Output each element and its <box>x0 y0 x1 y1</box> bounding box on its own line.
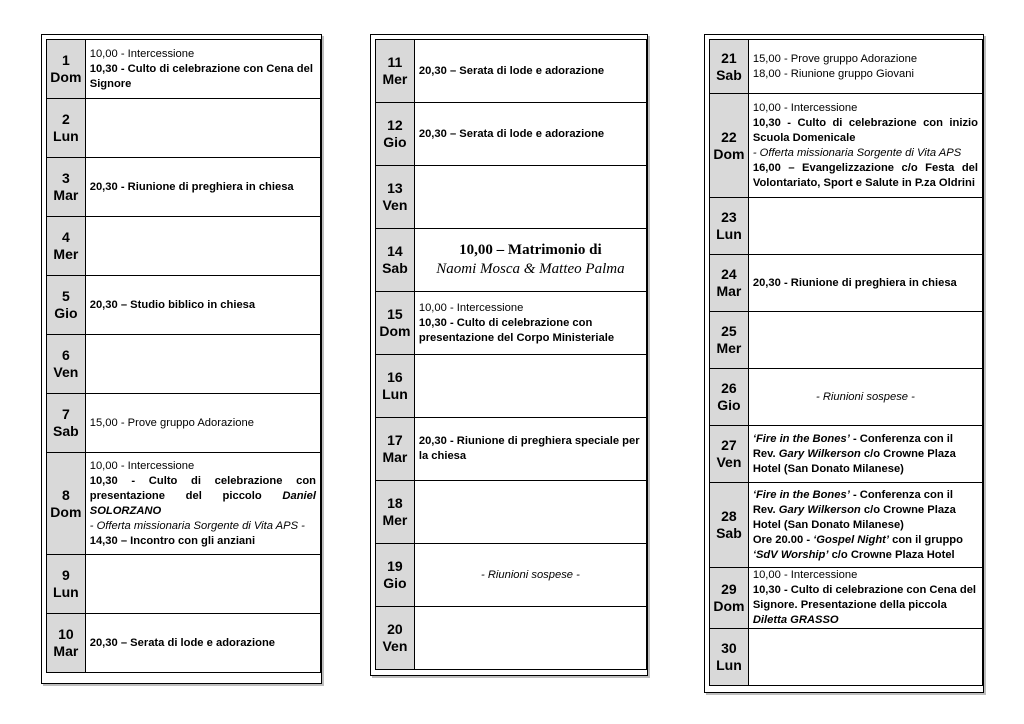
event-text: 20,30 - Riunione di preghiera in chiesa <box>89 180 294 193</box>
day-number: 24 <box>721 266 737 282</box>
calendar-table-3 <box>709 39 983 686</box>
events-cell <box>748 312 982 369</box>
events-cell <box>748 483 982 568</box>
calendar-row <box>376 355 647 418</box>
event-line <box>753 276 978 291</box>
event-line <box>90 459 316 474</box>
day-name: Gio <box>383 134 407 150</box>
event-text: Naomi Mosca & Matteo Palma <box>436 261 625 277</box>
event-text: 10,00 - Intercessione <box>752 101 858 114</box>
event-text: ‘SdV Worship’ <box>752 548 829 561</box>
day-cell <box>710 369 749 426</box>
event-line <box>419 568 642 583</box>
day-number: 27 <box>721 437 737 453</box>
day-number: 9 <box>61 567 70 583</box>
event-text: presentazione del piccolo <box>89 489 262 502</box>
day-number: 22 <box>721 128 737 145</box>
calendar-row <box>376 481 647 544</box>
day-name: Sab <box>716 525 742 541</box>
day-cell <box>710 94 749 198</box>
event-text: Volontariato, Sport e Salute in P.za Oldrini <box>752 176 975 189</box>
day-name: Lun <box>716 226 742 242</box>
day-cell <box>376 544 415 607</box>
events-cell <box>414 40 646 103</box>
day-number: 30 <box>721 640 737 656</box>
event-line <box>419 241 642 260</box>
event-text: Hotel (San Donato Milanese) <box>752 518 904 531</box>
event-text: Hotel (San Donato Milanese) <box>752 462 904 475</box>
calendar-row <box>710 40 983 94</box>
event-text: 10,00 - Intercessione <box>418 301 524 314</box>
event-line <box>419 127 642 142</box>
event-line <box>90 180 316 195</box>
event-line <box>753 432 978 447</box>
event-text: ‘Gospel Night’ <box>813 533 889 546</box>
event-text: Ore 20.00 - <box>752 533 811 546</box>
day-cell <box>47 99 86 158</box>
day-cell <box>47 40 86 99</box>
day-number: 18 <box>387 495 403 511</box>
day-name: Lun <box>53 584 79 600</box>
day-number: 7 <box>61 406 70 422</box>
day-number: 17 <box>387 432 403 448</box>
calendar-row <box>376 418 647 481</box>
day-number: 15 <box>387 306 403 322</box>
day-number: 10 <box>58 626 74 642</box>
day-number: 12 <box>387 117 403 133</box>
event-text: 10,30 - Culto di celebrazione con inizio <box>752 116 978 129</box>
event-text: - Offerta missionaria Sorgente di Vita APS - <box>89 519 305 532</box>
calendar-panel-2 <box>370 34 648 676</box>
events-cell <box>748 629 982 686</box>
event-text: 10,00 - Intercessione <box>89 47 195 60</box>
day-cell <box>710 426 749 483</box>
events-cell <box>85 276 320 335</box>
event-line <box>753 161 978 176</box>
event-line <box>753 488 978 503</box>
event-line <box>419 434 642 464</box>
day-cell <box>376 229 415 292</box>
event-line <box>90 636 316 651</box>
events-cell <box>748 568 982 629</box>
day-number: 20 <box>387 621 403 637</box>
events-cell <box>414 229 646 292</box>
events-cell <box>748 255 982 312</box>
event-text: - Riunioni sospese - <box>480 568 580 581</box>
event-line <box>753 390 978 405</box>
events-cell <box>414 166 646 229</box>
events-cell <box>85 614 320 673</box>
event-text: Gary Wilkerson <box>778 447 861 460</box>
day-number: 26 <box>721 380 737 396</box>
day-cell <box>710 198 749 255</box>
event-line <box>419 64 642 79</box>
event-line <box>419 260 642 279</box>
events-cell <box>748 40 982 94</box>
event-line <box>753 67 978 82</box>
event-text: ‘Fire in the Bones’ <box>752 432 850 445</box>
event-line <box>753 447 978 462</box>
event-line <box>90 474 316 489</box>
day-cell <box>47 217 86 276</box>
day-name: Lun <box>382 386 408 402</box>
event-line <box>90 62 316 92</box>
event-line <box>753 583 978 598</box>
event-line <box>753 462 978 477</box>
event-line <box>90 534 316 549</box>
calendar-row <box>376 229 647 292</box>
event-text: Rev. <box>752 447 779 460</box>
event-text: 10,00 – Matrimonio di <box>459 242 602 258</box>
day-name: Mar <box>716 283 742 299</box>
events-cell <box>414 607 646 670</box>
day-number: 19 <box>387 558 403 574</box>
events-cell <box>414 103 646 166</box>
events-cell <box>85 453 320 555</box>
day-cell <box>710 629 749 686</box>
day-name: Lun <box>716 657 742 673</box>
event-text: 20,30 – Serata di lode e adorazione <box>89 636 276 649</box>
event-text: Daniel <box>282 489 316 502</box>
events-cell <box>748 94 982 198</box>
day-number: 23 <box>721 209 737 225</box>
event-text: c/o Crowne Plaza <box>860 447 956 460</box>
day-cell <box>376 166 415 229</box>
day-cell <box>47 555 86 614</box>
calendar-row <box>376 166 647 229</box>
calendar-row <box>47 394 321 453</box>
day-number: 16 <box>387 369 403 385</box>
day-name: Dom <box>713 598 745 614</box>
event-text: 10,30 - Culto di celebrazione con Cena del Signore <box>89 62 313 90</box>
calendar-row <box>710 369 983 426</box>
day-number: 8 <box>61 486 70 503</box>
event-text: Diletta GRASSO <box>752 614 839 626</box>
calendar-row <box>710 94 983 198</box>
events-cell <box>85 335 320 394</box>
event-text: Rev. <box>752 503 779 516</box>
event-text: 10,00 - Intercessione <box>89 459 195 472</box>
event-text: SOLORZANO <box>89 504 162 517</box>
event-line <box>90 519 316 534</box>
event-line <box>753 131 978 146</box>
calendar-table-1 <box>46 39 321 673</box>
calendar-row <box>376 40 647 103</box>
calendar-row <box>710 426 983 483</box>
calendar-row <box>710 312 983 369</box>
day-name: Sab <box>53 423 79 439</box>
event-line <box>753 503 978 518</box>
event-text: 20,30 – Studio biblico in chiesa <box>89 298 256 311</box>
day-cell <box>376 418 415 481</box>
event-text: Scuola Domenicale <box>752 131 856 144</box>
day-cell <box>376 292 415 355</box>
calendar-row <box>710 629 983 686</box>
event-line <box>90 489 316 504</box>
events-cell <box>414 418 646 481</box>
event-line <box>419 316 642 346</box>
event-text: 20,30 – Serata di lode e adorazione <box>418 64 605 77</box>
calendar-row <box>47 555 321 614</box>
event-text: c/o Crowne Plaza <box>860 503 956 516</box>
day-name: Gio <box>383 575 407 591</box>
calendar-row <box>710 568 983 629</box>
day-number: 5 <box>61 288 70 304</box>
calendar-panel-1 <box>41 34 322 684</box>
day-name: Dom <box>50 503 82 520</box>
event-text: 10,30 - Culto di celebrazione con presentazione del Corpo Ministeriale <box>418 316 615 344</box>
day-cell <box>47 335 86 394</box>
day-number: 13 <box>387 180 403 196</box>
day-cell <box>47 158 86 217</box>
event-text: - Conferenza con il <box>852 432 954 445</box>
event-line <box>753 116 978 131</box>
day-name: Gio <box>717 397 741 413</box>
event-line <box>753 613 978 628</box>
calendar-row <box>47 40 321 99</box>
event-text: Signore. Presentazione della piccola <box>752 599 947 611</box>
calendar-row <box>47 453 321 555</box>
day-cell <box>710 568 749 629</box>
day-name: Gio <box>54 305 78 321</box>
event-text: 20,30 - Riunione di preghiera speciale per la chiesa <box>418 435 640 462</box>
event-line <box>753 568 978 583</box>
day-name: Mar <box>53 643 79 659</box>
day-number: 2 <box>61 111 70 127</box>
event-line <box>753 518 978 533</box>
day-number: 6 <box>61 347 70 363</box>
calendar-row <box>710 255 983 312</box>
events-cell <box>85 555 320 614</box>
event-text: c/o Crowne Plaza Hotel <box>831 548 955 561</box>
event-text: 10,30 - Culto di celebrazione con Cena del <box>752 584 977 596</box>
event-text: 18,00 - Riunione gruppo Giovani <box>752 67 914 80</box>
day-name: Mer <box>716 340 742 356</box>
event-text: con il gruppo <box>889 533 963 546</box>
day-number: 11 <box>387 54 403 70</box>
day-name: Ven <box>716 454 742 470</box>
calendar-row <box>376 544 647 607</box>
event-text: 15,00 - Prove gruppo Adorazione <box>752 52 918 65</box>
day-cell <box>710 312 749 369</box>
day-name: Sab <box>382 260 408 276</box>
event-text: Gary Wilkerson <box>778 503 861 516</box>
day-name: Dom <box>50 69 82 85</box>
event-line <box>90 298 316 313</box>
day-cell <box>710 255 749 312</box>
day-name: Lun <box>53 128 79 144</box>
event-text: ‘Fire in the Bones’ <box>752 488 850 501</box>
calendar-row <box>376 607 647 670</box>
day-number: 21 <box>721 49 737 66</box>
events-cell <box>85 394 320 453</box>
day-cell <box>47 453 86 555</box>
events-cell <box>414 292 646 355</box>
event-text: 15,00 - Prove gruppo Adorazione <box>89 416 254 429</box>
day-name: Mer <box>53 246 79 262</box>
day-cell <box>710 40 749 94</box>
events-cell <box>414 544 646 607</box>
day-number: 1 <box>61 52 70 68</box>
day-cell <box>47 614 86 673</box>
day-name: Mar <box>53 187 79 203</box>
events-cell <box>85 158 320 217</box>
event-line <box>753 146 978 161</box>
events-cell <box>85 40 320 99</box>
day-name: Ven <box>53 364 79 380</box>
day-name: Ven <box>382 197 408 213</box>
day-name: Ven <box>382 638 408 654</box>
calendar-table-2 <box>375 39 647 670</box>
event-text: 14,30 – Incontro con gli anziani <box>89 534 256 547</box>
calendar-row <box>376 292 647 355</box>
event-line <box>753 548 978 563</box>
event-line <box>753 101 978 116</box>
calendar-row <box>710 198 983 255</box>
day-number: 4 <box>61 229 70 245</box>
event-text: - Offerta missionaria Sorgente di Vita APS <box>752 146 962 159</box>
calendar-row <box>47 276 321 335</box>
calendar-row <box>47 614 321 673</box>
calendar-row <box>47 99 321 158</box>
day-name: Mer <box>382 71 408 87</box>
day-number: 3 <box>61 170 70 186</box>
event-text: - Riunioni sospese - <box>815 390 915 403</box>
day-number: 25 <box>721 323 737 339</box>
day-cell <box>47 394 86 453</box>
event-line <box>90 416 316 431</box>
day-name: Mar <box>382 449 408 465</box>
event-line <box>419 301 642 316</box>
event-text: 10,30 - Culto di celebrazione con <box>89 474 316 487</box>
events-cell <box>414 481 646 544</box>
event-line <box>753 176 978 191</box>
event-line <box>753 598 978 613</box>
day-number: 14 <box>387 243 403 259</box>
day-number: 29 <box>721 581 737 597</box>
events-cell <box>748 369 982 426</box>
day-name: Mer <box>382 512 408 528</box>
day-name: Dom <box>713 145 745 162</box>
day-name: Dom <box>379 323 411 339</box>
day-cell <box>376 103 415 166</box>
event-line <box>753 533 978 548</box>
calendar-row <box>47 217 321 276</box>
day-cell <box>710 483 749 568</box>
event-text: 20,30 - Riunione di preghiera in chiesa <box>752 276 957 289</box>
events-cell <box>85 99 320 158</box>
events-cell <box>748 198 982 255</box>
event-line <box>753 52 978 67</box>
events-cell <box>414 355 646 418</box>
day-name: Sab <box>716 66 742 83</box>
calendar-panel-3 <box>704 34 984 693</box>
calendar-row <box>47 335 321 394</box>
events-cell <box>85 217 320 276</box>
events-cell <box>748 426 982 483</box>
event-text: 16,00 – Evangelizzazione c/o Festa del <box>752 161 978 174</box>
day-cell <box>376 481 415 544</box>
calendar-row <box>47 158 321 217</box>
day-cell <box>376 40 415 103</box>
event-text: - Conferenza con il <box>852 488 954 501</box>
event-line <box>90 504 316 519</box>
day-cell <box>47 276 86 335</box>
calendar-row <box>710 483 983 568</box>
event-text: 10,00 - Intercessione <box>752 569 858 581</box>
day-number: 28 <box>721 508 737 524</box>
event-text: 20,30 – Serata di lode e adorazione <box>418 127 605 140</box>
day-cell <box>376 355 415 418</box>
event-line <box>90 47 316 62</box>
day-cell <box>376 607 415 670</box>
calendar-row <box>376 103 647 166</box>
